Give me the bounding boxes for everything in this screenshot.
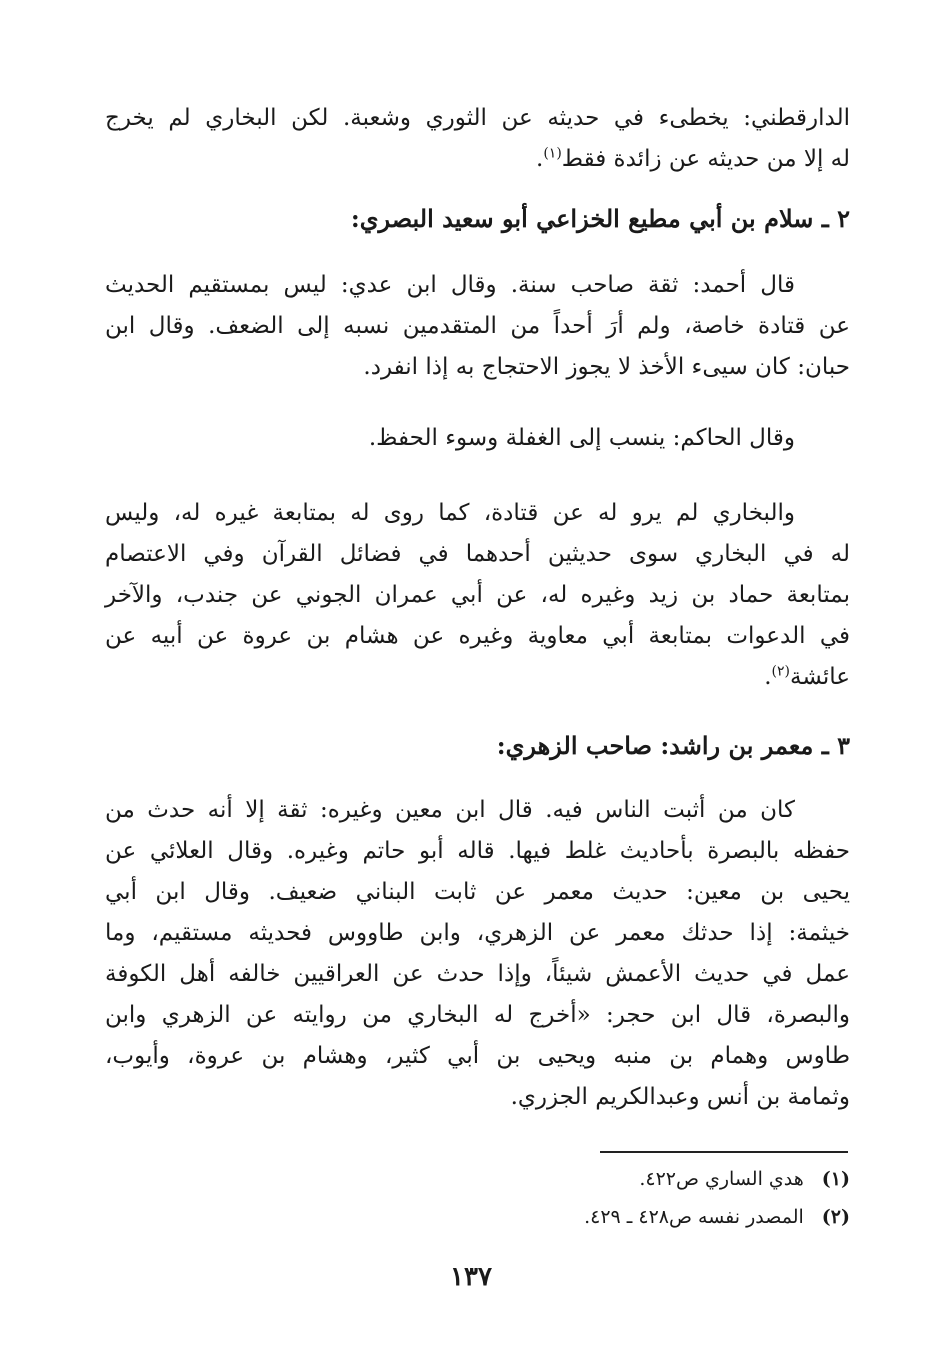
end-mark: . — [536, 146, 544, 172]
text-line: حفظه بالبصرة بأحاديث غلط فيها. قاله أبو حاتم وغيره. وقال العلائي عن — [105, 838, 851, 864]
paragraph-mamar — [105, 790, 850, 1118]
paragraph-daraqutni — [105, 98, 850, 180]
paragraph-bukhari — [105, 493, 850, 698]
text-line: عمل في حديث الأعمش شيئاً، وإذا حدث عن العراقيين خالفه أهل الكوفة — [105, 961, 850, 987]
paragraph-ahmad — [105, 265, 850, 388]
text-line: حبان: كان سيىء الأخذ لا يجوز الاحتجاج به إذا انفرد. — [363, 354, 850, 380]
text-line: والبخاري لم يرو له عن قتادة، كما روى له بمتابعة غيره له، وليس — [105, 500, 795, 526]
text-line: يحيى بن معين: حديث معمر عن ثابت البناني ضعيف. وقال ابن أبي — [105, 879, 850, 905]
text-line: بمتابعة حماد بن زيد وغيره له، عن أبي عمران الجوني عن جندب، والآخر — [105, 582, 850, 608]
text-line: خيثمة: إذا حدثك معمر عن الزهري، وابن طاووس فحديثه مستقيم، وما — [105, 920, 850, 946]
footnote-ref-2[interactable]: (٢) — [771, 663, 791, 680]
paragraph-hakim — [105, 418, 850, 459]
text-line: والبصرة، قال ابن حجر: «أخرج له البخاري من روايته عن الزهري وابن — [105, 1002, 850, 1028]
text-line: عن قتادة خاصة، ولم أرَ أحداً من المتقدمين نسبه إلى الضعف. وقال ابن — [105, 313, 850, 339]
text-line: قال أحمد: ثقة صاحب سنة. وقال ابن عدي: ليس بمستقيم الحديث — [105, 272, 795, 298]
footnote-ref-1[interactable]: (١) — [543, 145, 562, 162]
footnote-number: (٢) — [821, 1206, 850, 1228]
text-line: عائشة — [790, 664, 850, 690]
footnote-text: هدي الساري ص٤٢٢. — [639, 1168, 804, 1190]
text-line: وثمامة بن أنس وعبدالكريم الجزري. — [510, 1084, 850, 1110]
text-line-with-footnote — [105, 139, 850, 180]
section-heading-2: ٢ ـ سلام بن أبي مطيع الخزاعي أبو سعيد البصري: — [350, 204, 850, 233]
footnote-text: المصدر نفسه ص٤٢٨ ـ ٤٢٩. — [584, 1206, 804, 1228]
end-mark: . — [764, 664, 772, 690]
footnote-1 — [639, 1168, 850, 1190]
text-line: طاوس وهمام بن منبه ويحيى بن أبي كثير، وهشام بن عروة، وأيوب، — [105, 1043, 850, 1069]
text-line: الدارقطني: يخطىء في حديثه عن الثوري وشعبة. لكن البخاري لم يخرج — [105, 105, 850, 131]
page-number: ١٣٧ — [450, 1262, 492, 1292]
text-line: في الدعوات بمتابعة أبي معاوية وغيره عن هشام بن عروة عن أبيه عن — [105, 623, 850, 649]
text-line-with-footnote — [105, 657, 850, 698]
text-line: وقال الحاكم: ينسب إلى الغفلة وسوء الحفظ. — [368, 425, 795, 451]
footnote-2 — [584, 1206, 850, 1228]
text-line: له في البخاري سوى حديثين أحدهما في فضائل القرآن وفي الاعتصام — [105, 541, 850, 567]
footnote-number: (١) — [821, 1168, 850, 1190]
text-line: كان من أثبت الناس فيه. قال ابن معين وغيره: ثقة إلا أنه حدث من — [105, 797, 795, 823]
text-line: له إلا من حديثه عن زائدة فقط — [561, 146, 850, 172]
section-heading-3: ٣ ـ معمر بن راشد: صاحب الزهري: — [496, 731, 850, 760]
footnote-divider — [600, 1151, 848, 1153]
